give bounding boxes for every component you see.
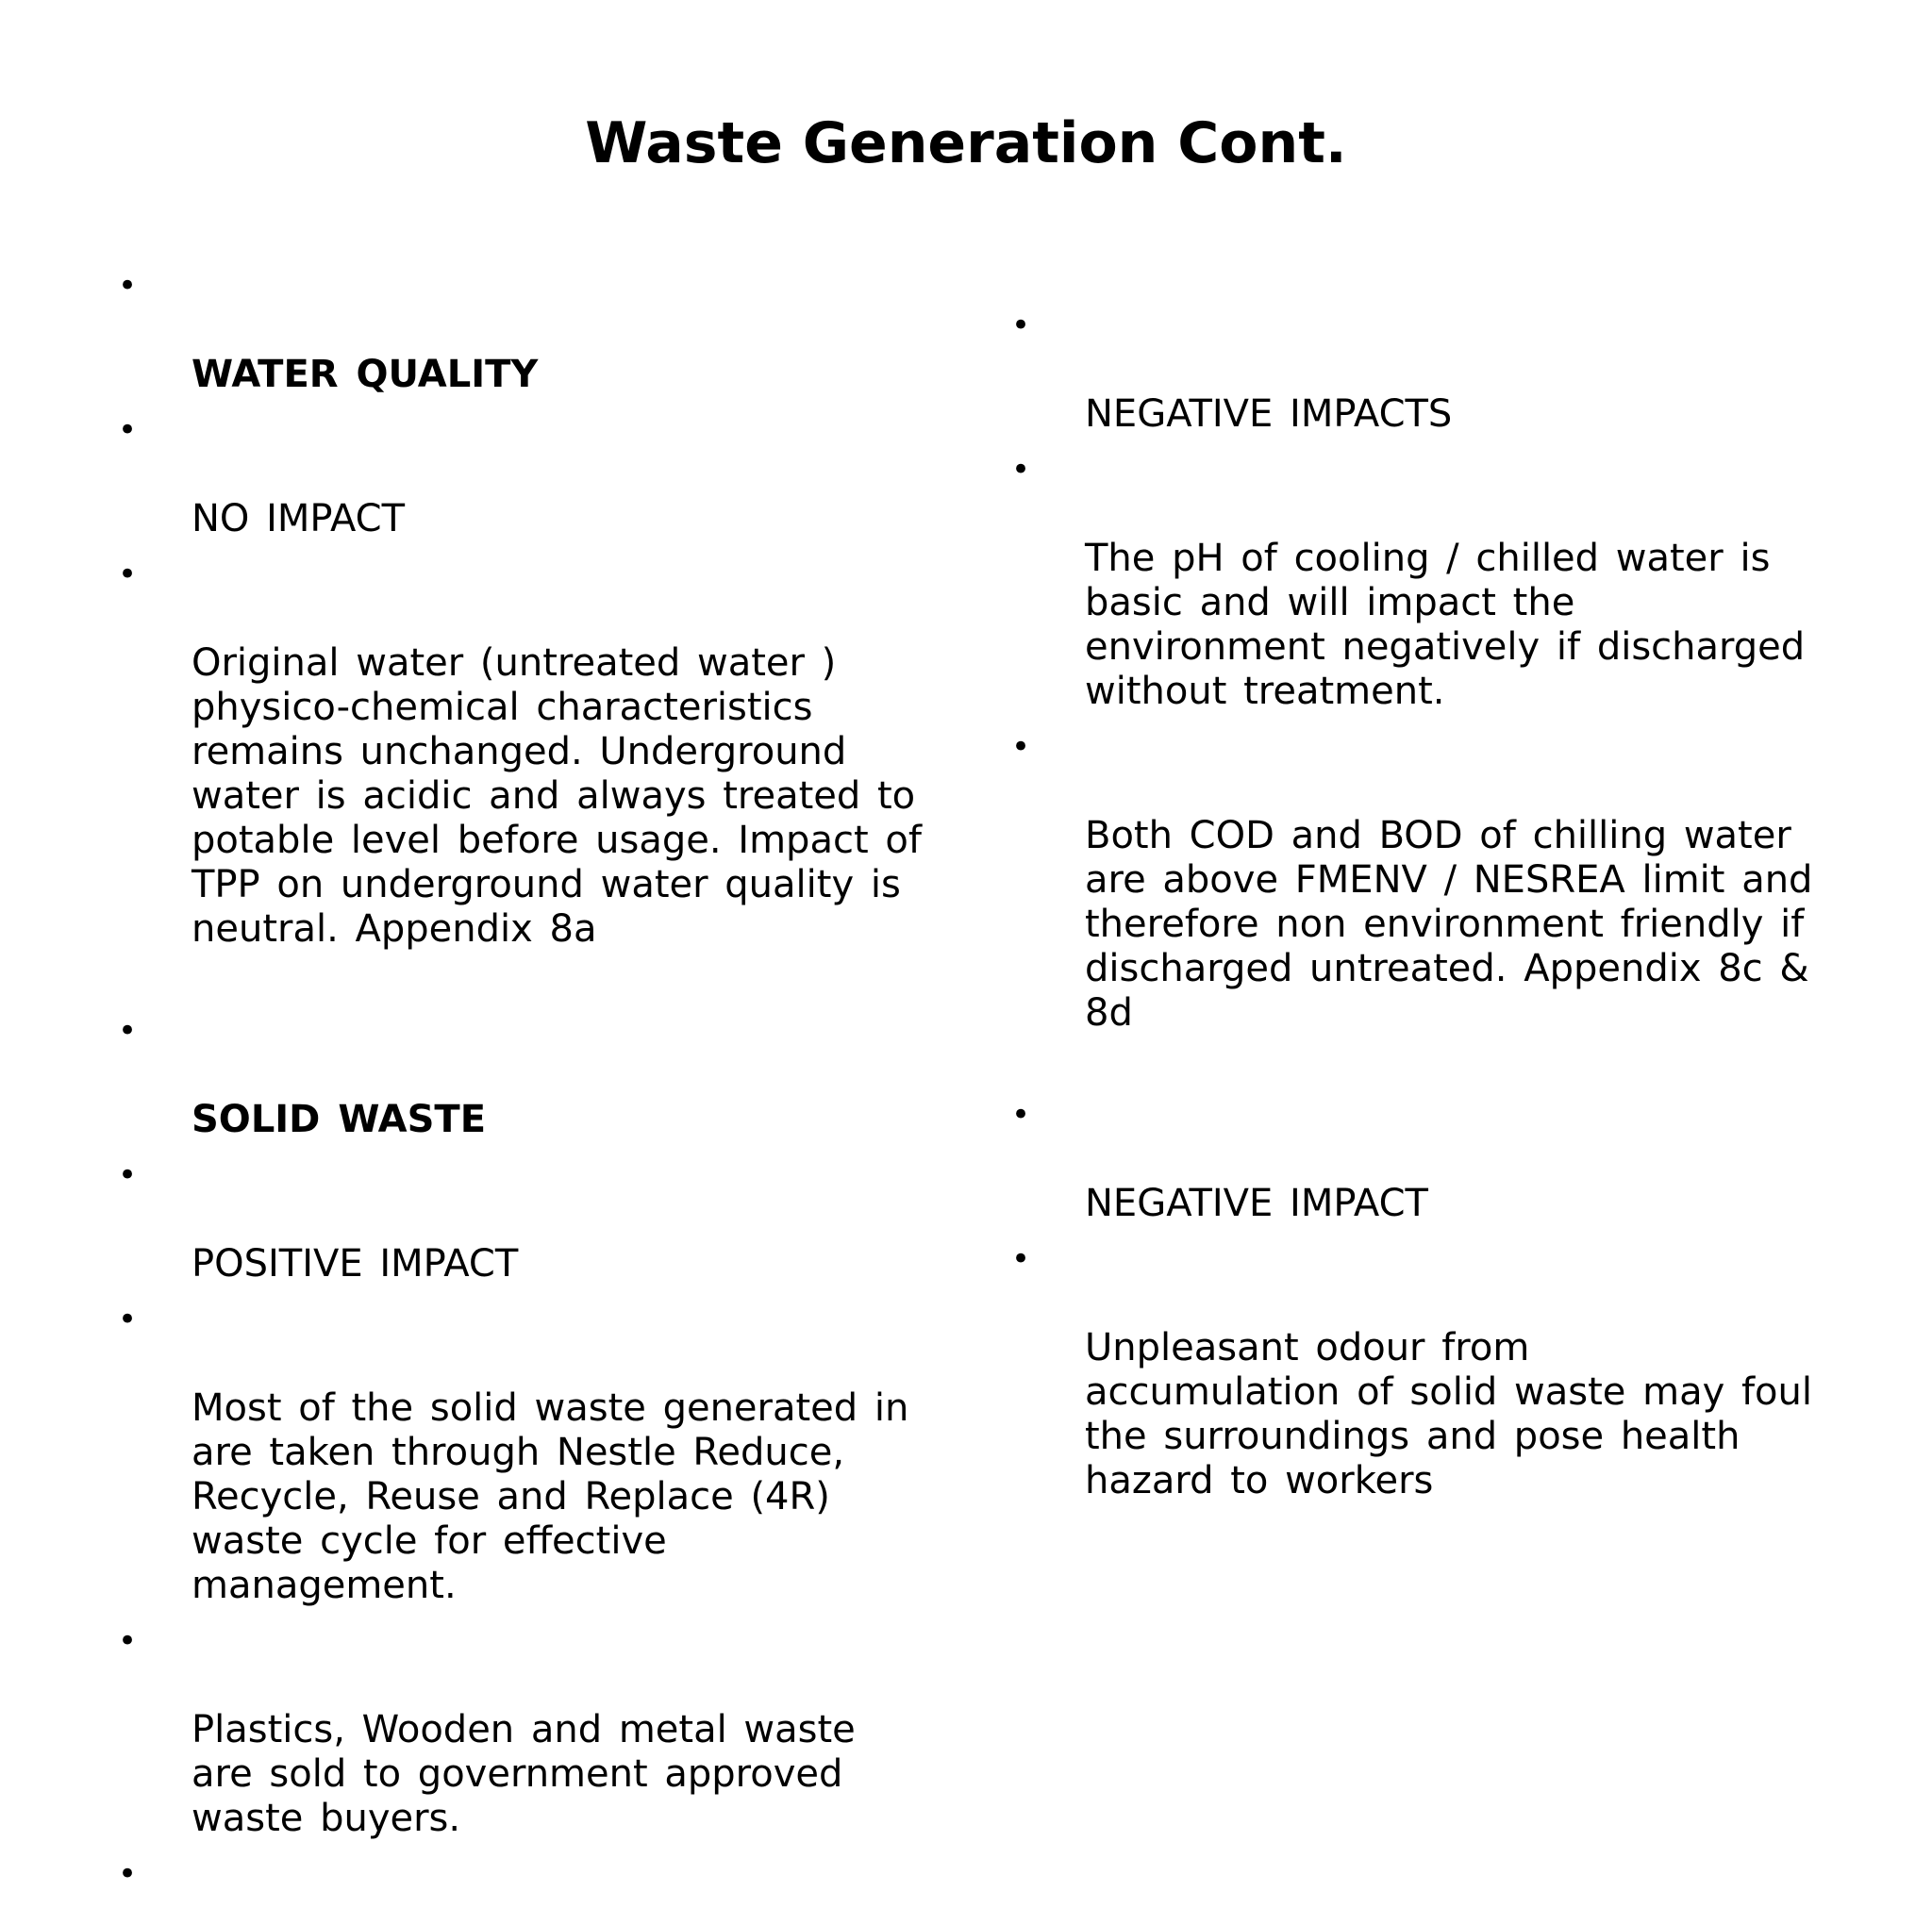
list-item xyxy=(118,264,948,397)
bullet-icon: • xyxy=(118,1855,138,1893)
list-item xyxy=(1011,448,1851,714)
impact-label: NEGATIVE IMPACTS xyxy=(1085,392,1453,436)
list-item xyxy=(118,1009,948,1142)
bullet-icon: • xyxy=(1011,728,1031,766)
heading-water-quality: WATER QUALITY xyxy=(192,353,539,396)
bullet-icon: • xyxy=(118,1301,138,1338)
list-item xyxy=(1011,1237,1851,1503)
heading-solid-waste: SOLID WASTE xyxy=(192,1098,487,1141)
waste-sale-description: Plastics, Wooden and metal waste are sold to government approved waste buyers. xyxy=(192,1708,856,1840)
list-item xyxy=(118,1852,948,1897)
bullet-icon: • xyxy=(1011,307,1031,344)
list-item xyxy=(118,408,948,541)
list-item xyxy=(118,1153,948,1286)
list-item xyxy=(1011,1093,1851,1226)
list-item xyxy=(118,553,948,952)
bullet-icon: • xyxy=(118,556,138,593)
water-quality-description: Original water (untreated water ) physico-chemical characteristics remains unchanged. Underground water is acidic and always treated to potable level before usage. Impact of TPP on underground water quality is neutral. Appendix 8a xyxy=(192,641,922,951)
impact-label: NO IMPACT xyxy=(192,497,406,540)
bullet-icon: • xyxy=(1011,1096,1031,1134)
right-bullet-list xyxy=(1011,304,1851,1515)
bullet-icon: • xyxy=(1011,451,1031,489)
bullet-icon: • xyxy=(118,1012,138,1050)
bullet-icon: • xyxy=(118,1622,138,1660)
list-item xyxy=(118,1619,948,1841)
bullet-icon: • xyxy=(118,1156,138,1194)
list-item xyxy=(1011,304,1851,437)
bullet-icon: • xyxy=(118,267,138,305)
left-bullet-list xyxy=(118,264,948,1908)
list-item xyxy=(118,1298,948,1608)
ph-description: The pH of cooling / chilled water is basic and will impact the environment negatively if discharged without treatment. xyxy=(1085,537,1806,713)
odour-description: Unpleasant odour from accumulation of solid waste may foul the surroundings and pose health hazard to workers xyxy=(1085,1326,1812,1502)
list-item xyxy=(1011,725,1851,1036)
cod-bod-description: Both COD and BOD of chilling water are above FMENV / NESREA limit and therefore non environment friendly if discharged untreated. Appendix 8c & 8d xyxy=(1085,814,1813,1035)
slide-title: Waste Generation Cont. xyxy=(585,110,1347,176)
impact-label: POSITIVE IMPACT xyxy=(192,1242,519,1286)
bullet-icon: • xyxy=(1011,1240,1031,1278)
impact-label: NEGATIVE IMPACT xyxy=(1085,1182,1428,1225)
solid-waste-description: Most of the solid waste generated in are taken through Nestle Reduce, Recycle, Reuse and Replace (4R) waste cycle for effective management. xyxy=(192,1386,909,1607)
bullet-icon: • xyxy=(118,411,138,449)
